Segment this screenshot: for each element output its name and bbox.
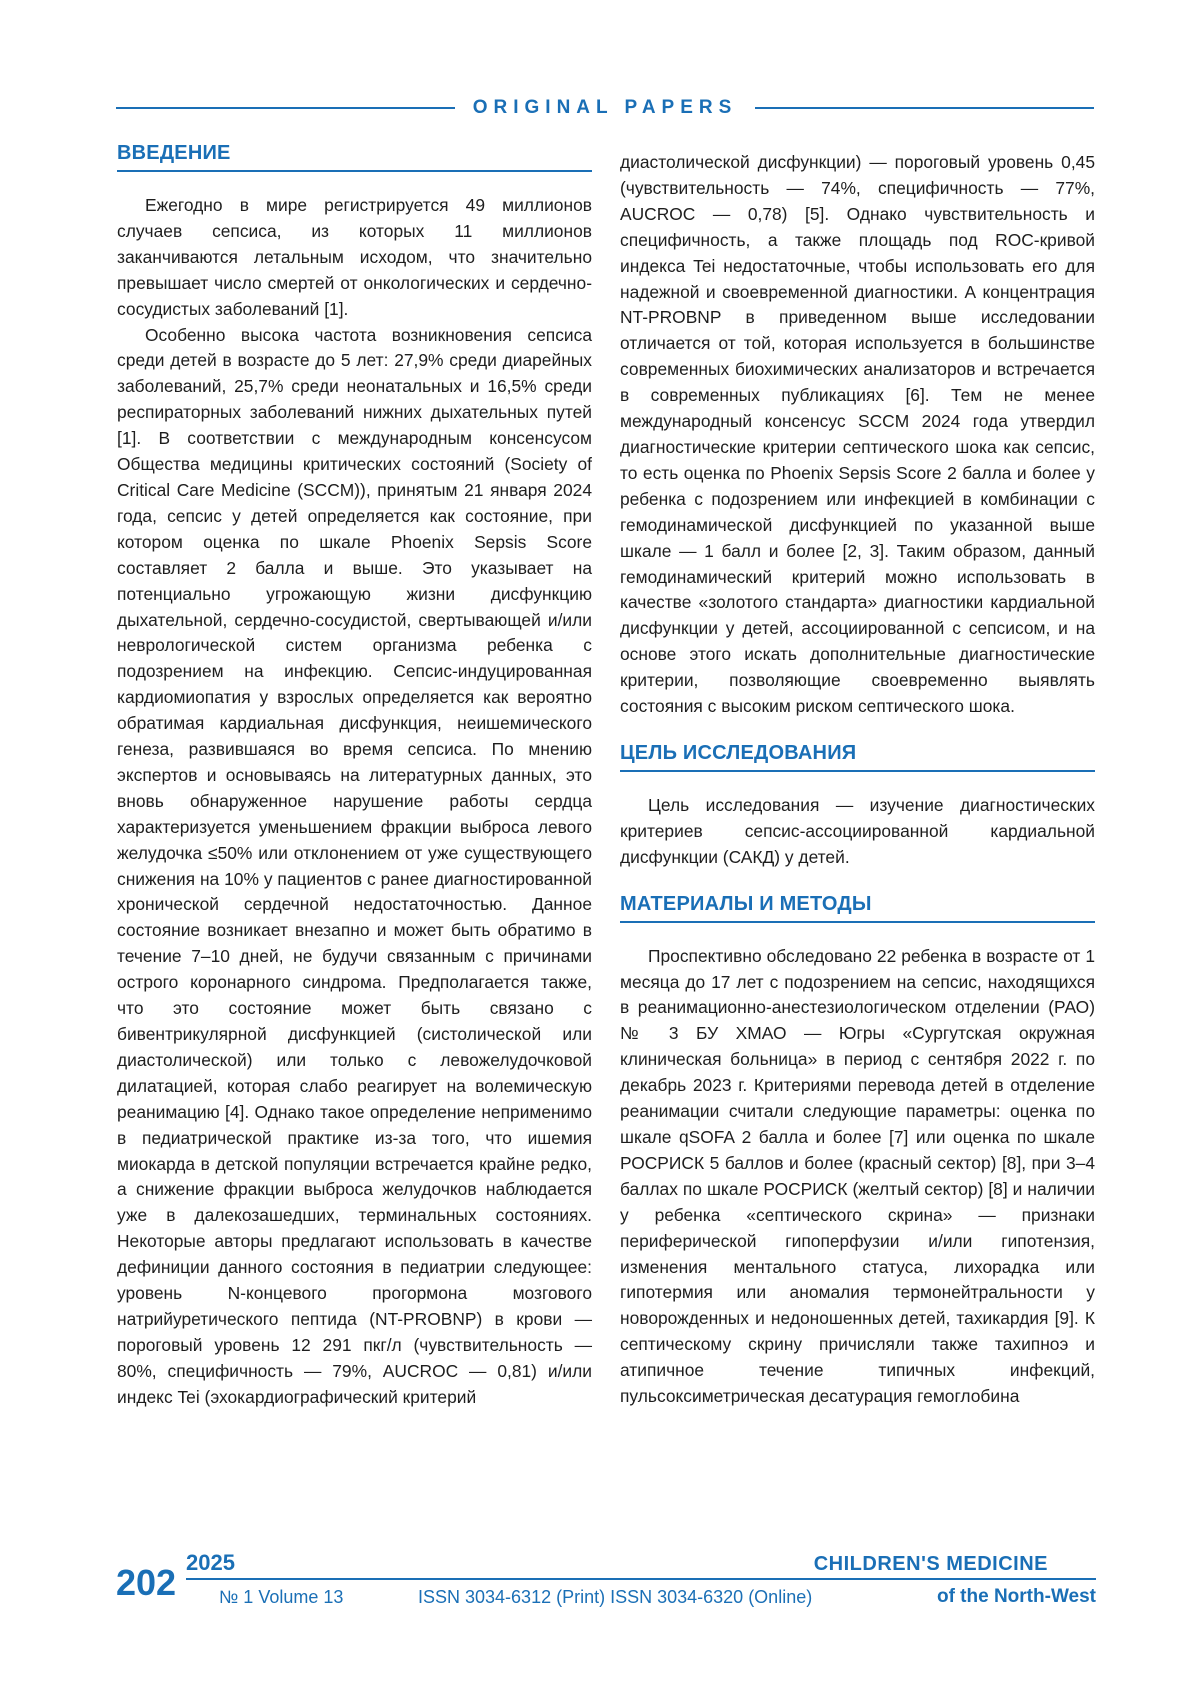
intro-paragraph-2: Особенно высока частота возникновения сепсиса среди детей в возрасте до 5 лет: 27,9% среди диарейных заболеваний, 25,7% среди неонатальных и 16,5% среди респираторных заболеваний нижних дыхательных путей [1]. В соответствии с международным консенсусом Общества медицины критических состояний (Society of Critical Care Medicine (SCCM)), принятым 21 января 2024 года, сепсис у детей определяется как состояние, при котором оценка по шкале Phoenix Sepsis Score составляет 2 балла и выше. Это указывает на потенциально угрожающую жизни дисфункцию дыхательной, сердечно-сосудистой, свертывающей и/или неврологической систем организма ребенка с подозрением на инфекцию. Сепсис-индуцированная кардиомиопатия у взрослых определяется как вероятно обратимая кардиальная дисфункция, неишемического генеза, развившаяся во время сепсиса. По мнению экспертов и основываясь на литературных данных, это вновь обнаруженное нарушение работы сердца характеризуется уменьшением фракции выброса левого желудочка ≤50% или отклонением от уже существующего снижения на 10% у пациентов с ранее диагностированной хронической сердечной недостаточностью. Данное состояние возникает внезапно и может быть обратимо в течение 7–10 дней, не будучи связанным с причинами острого коронарного синдрома. Предполагается также, что это состояние может быть связано с бивентрикулярной дисфункцией (систолической или диастолической) или только с левожелудочковой дилатацией, которая слабо реагирует на волемическую реанимацию [4]. Однако такое определение неприменимо в педиатрической практике из-за того, что ишемия миокарда в детской популяции встречается крайне редко, а снижение фракции выброса желудочков наблюдается уже в далекозашедших, терминальных состояниях. Некоторые авторы предлагают использовать в качестве дефиниции данного состояния в педиатрии следующее: уровень N-концевого прогормона мозгового натрийуретического пептида (NT-PROBNP) в крови — пороговый уровень 12 291 пкг/л (чувствительность — 80%, специфичность — 79%, AUCROC — 0,81) и/или индекс Tei (эхокардиографический критерий bbox=[117, 324, 592, 1407]
methods-paragraph: Проспективно обследовано 22 ребенка в возрасте от 1 месяца до 17 лет с подозрением на сепсис, находящихся в реанимационно-анестезиологическом отделении (РАО) № 3 БУ ХМАО — Югры «Сургутская окружная клиническая больница» в период с сентября 2022 г. по декабрь 2023 г. Критериями перевода детей в отделение реанимации считали следующие параметры: оценка по шкале qSOFA 2 балла и более [7] или оценка по шкале РОСРИСК 5 баллов и более (красный сектор) [8], при 3–4 баллах по шкале РОСРИСК (желтый сектор) [8] и наличии у ребенка «септического скрина» — признаки периферической гипоперфузии и/или гипотензия, изменения ментального статуса, лихорадка или гипотермия или аномалия термонейтральности у новорожденных и недоношенных детей, тахикардия [9]. К септическому скрину причисляли также тахипноэ и атипичное течение типичных инфекций, пульсоксиметрическая десатурация гемоглобина bbox=[620, 945, 1095, 1407]
issue-volume: № 1 Volume 13 bbox=[219, 1587, 344, 1607]
methods-heading: МАТЕРИАЛЫ И МЕТОДЫ bbox=[620, 893, 1095, 923]
journal-subtitle: of the North-West bbox=[936, 1586, 1096, 1607]
page-number: 202 bbox=[116, 1562, 177, 1603]
page-footer bbox=[116, 1548, 1096, 1608]
aim-paragraph: Цель исследования — изучение диагностических критериев сепсис-ассоциированной кардиальной дисфункции (САКД) у детей. bbox=[620, 794, 1095, 867]
journal-title: CHILDREN'S MEDICINE bbox=[813, 1553, 1048, 1575]
header-rule-right bbox=[755, 107, 1094, 109]
header-rule-left bbox=[116, 107, 455, 109]
intro-heading: ВВЕДЕНИЕ bbox=[117, 142, 592, 172]
intro-paragraph-1: Ежегодно в мире регистрируется 49 миллионов случаев сепсиса, из которых 11 миллионов заканчиваются летальным исходом, что значительно превышает число смертей от онкологических и сердечно-сосудистых заболеваний [1]. bbox=[117, 195, 592, 319]
intro-paragraph-2-continued: диастолической дисфункции) — пороговый уровень 0,45 (чувствительность — 74%, специфичность — 77%, AUCROC — 0,78) [5]. Однако чувствительность и специфичность, а также площадь под ROC-кривой индекса Tei недостаточные, чтобы использовать его для надежной и своевременной диагностики. А концентрация NT-PROBNP в приведенном выше исследовании отличается от той, которая используется в большинстве современных биохимических анализаторов и встречается в современных публикациях [6]. Тем не менее международный консенсус SCCM 2024 года утвердил диагностические критерии септического шока как сепсис, то есть оценка по Phoenix Sepsis Score 2 балла и более у ребенка с подозрением или инфекцией в комбинации с гемодинамической дисфункцией по указанной выше шкале — 1 балл и более [2, 3]. Таким образом, данный гемодинамический критерий можно использовать в качестве «золотого стандарта» диагностики кардиальной дисфункции у детей, ассоциированной с сепсисом, и на основе этого искать дополнительные диагностические критерии, позволяющие своевременно выявлять состояния с высоким риском септического шока. bbox=[620, 152, 1095, 717]
issue-year: 2025 bbox=[186, 1550, 235, 1575]
issn-text: ISSN 3034-6312 (Print) ISSN 3034-6320 (Online) bbox=[418, 1587, 813, 1607]
footer-rule bbox=[186, 1578, 1096, 1580]
left-column bbox=[117, 142, 592, 1411]
aim-heading: ЦЕЛЬ ИССЛЕДОВАНИЯ bbox=[620, 742, 1095, 772]
running-header bbox=[116, 96, 1094, 120]
section-label: ORIGINAL PAPERS bbox=[472, 97, 738, 118]
right-column bbox=[620, 150, 1095, 1410]
